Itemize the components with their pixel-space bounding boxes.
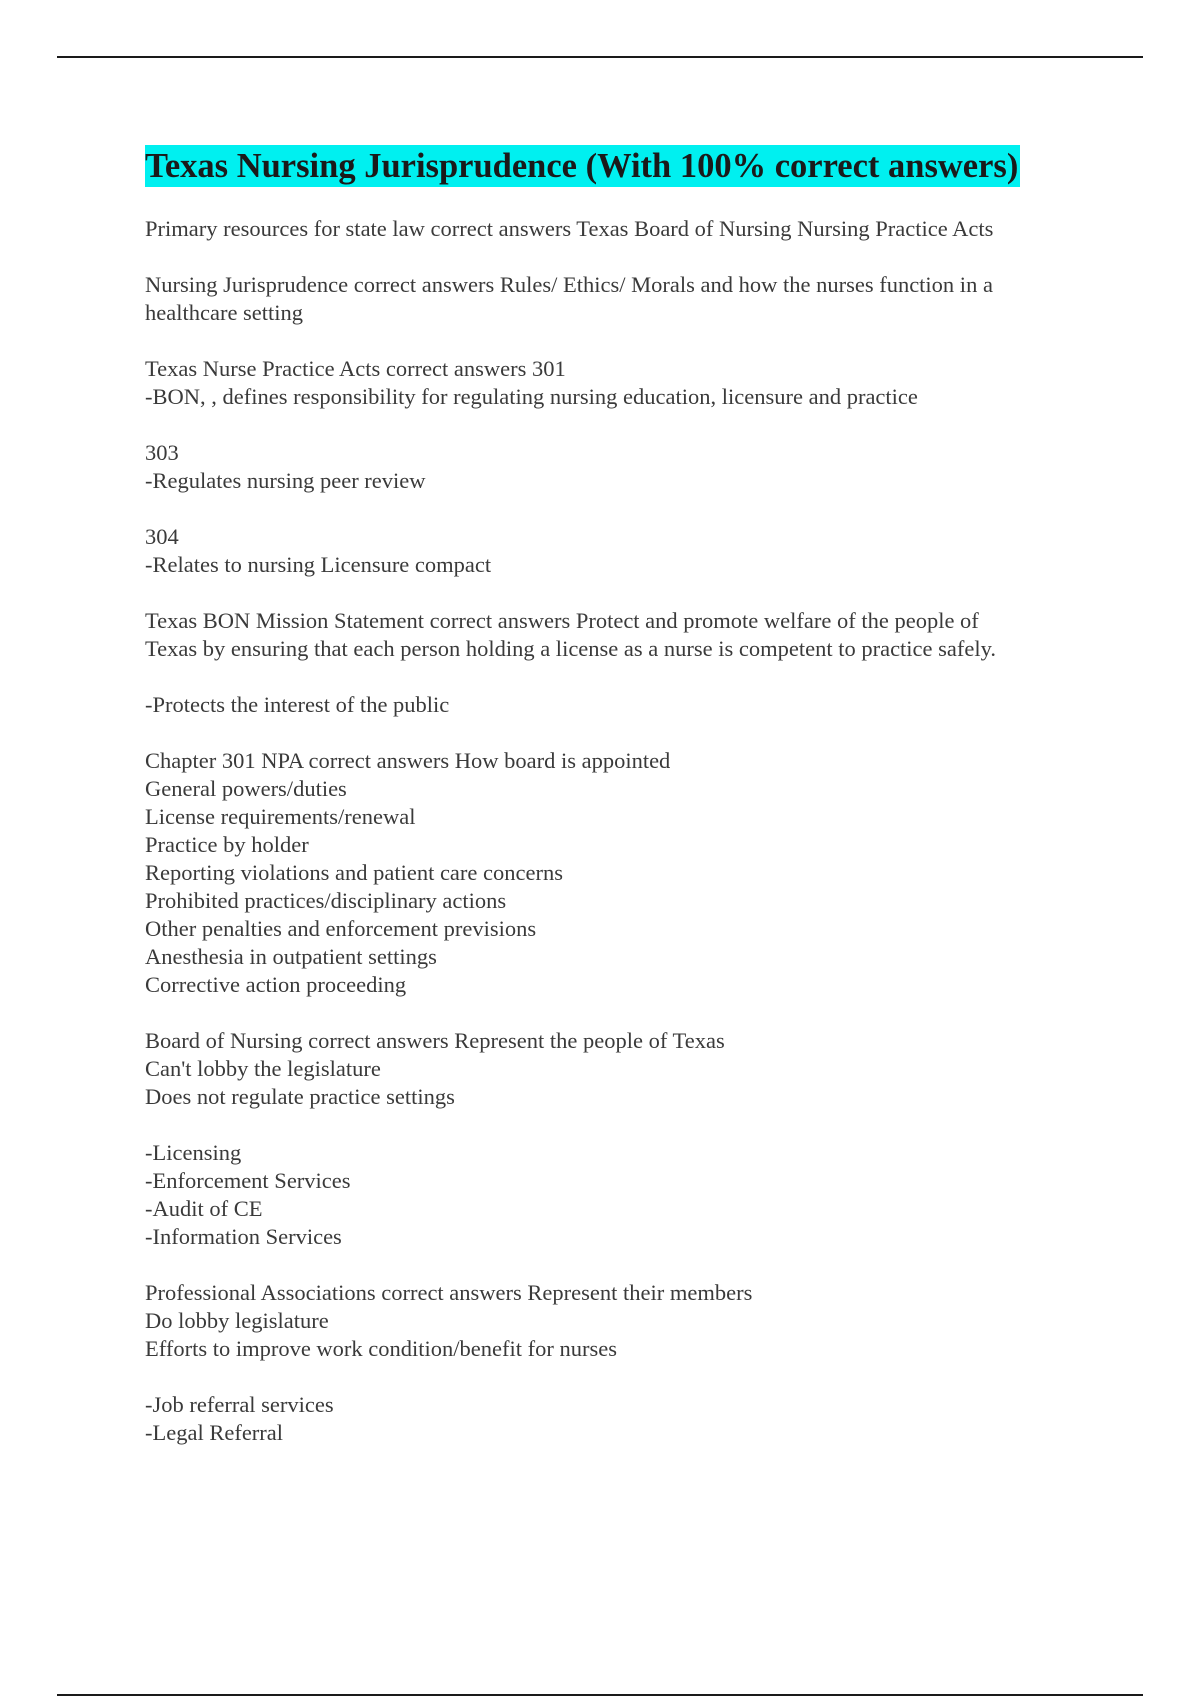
text-line: Chapter 301 NPA correct answers How board is appointed [145,748,671,773]
text-line: Nursing Jurisprudence correct answers Rules/ Ethics/ Morals and how the nurses function in a [145,272,993,297]
text-line: Texas Nurse Practice Acts correct answers 301 [145,356,566,381]
text-line: General powers/duties [145,776,347,801]
page-title: Texas Nursing Jurisprudence (With 100% correct answers) [145,147,1019,185]
paragraph [145,1279,1075,1363]
text-line: Efforts to improve work condition/benefit for nurses [145,1336,617,1361]
paragraph [145,747,1075,999]
paragraph [145,523,1075,579]
paragraph [145,1027,1075,1111]
text-line: Prohibited practices/disciplinary actions [145,888,507,913]
paragraph [145,1139,1075,1251]
document-body [145,145,1075,1447]
text-line: Can't lobby the legislature [145,1056,381,1081]
text-line: Texas BON Mission Statement correct answers Protect and promote welfare of the people of [145,608,979,633]
paragraph [145,271,1075,327]
paragraph [145,355,1075,411]
paragraph [145,215,1075,243]
text-line: -Regulates nursing peer review [145,468,426,493]
text-line: Other penalties and enforcement previsions [145,916,537,941]
text-line: -Enforcement Services [145,1168,351,1193]
text-line: Anesthesia in outpatient settings [145,944,437,969]
bottom-rule [57,1694,1143,1696]
text-line: -Information Services [145,1224,342,1249]
text-line: Reporting violations and patient care concerns [145,860,563,885]
text-line: License requirements/renewal [145,804,416,829]
text-line: -Licensing [145,1140,242,1165]
text-line: -BON, , defines responsibility for regulating nursing education, licensure and practice [145,384,918,409]
paragraph [145,607,1075,663]
text-line: -Audit of CE [145,1196,263,1221]
text-line: -Legal Referral [145,1420,284,1445]
text-line: healthcare setting [145,300,304,325]
text-line: Professional Associations correct answers Represent their members [145,1280,753,1305]
text-line: Practice by holder [145,832,309,857]
text-line: -Job referral services [145,1392,334,1417]
paragraph [145,691,1075,719]
text-line: -Relates to nursing Licensure compact [145,552,492,577]
text-line: Does not regulate practice settings [145,1084,455,1109]
text-line: Corrective action proceeding [145,972,407,997]
paragraph [145,439,1075,495]
text-line: 304 [145,524,179,549]
text-line: 303 [145,440,179,465]
text-line: Primary resources for state law correct answers Texas Board of Nursing Nursing Practice Acts [145,216,994,241]
text-line: Texas by ensuring that each person holding a license as a nurse is competent to practice safely. [145,636,997,661]
text-line: Board of Nursing correct answers Represent the people of Texas [145,1028,725,1053]
paragraph [145,1391,1075,1447]
text-line: Do lobby legislature [145,1308,329,1333]
text-line: -Protects the interest of the public [145,692,450,717]
top-rule [57,56,1143,58]
